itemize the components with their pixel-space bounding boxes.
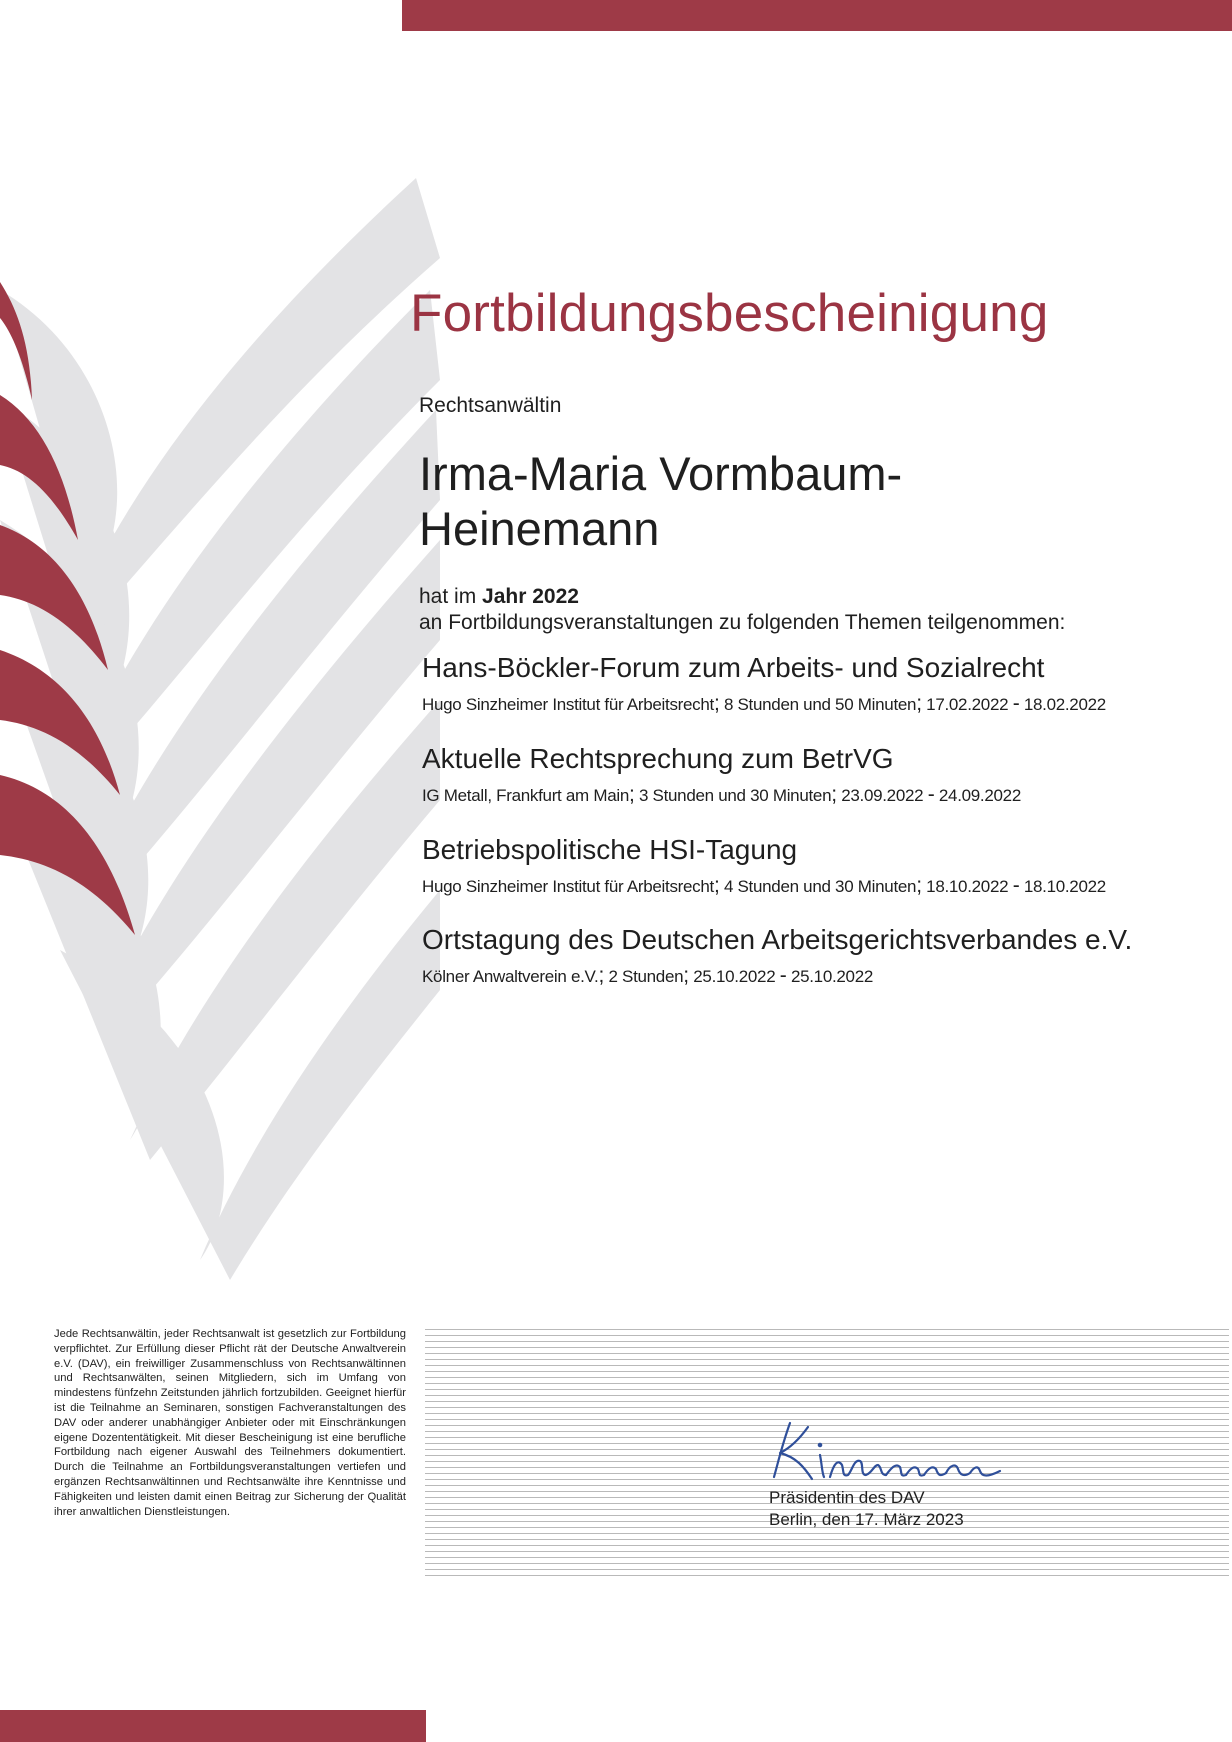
ruled-line: [425, 1533, 1229, 1534]
legal-notice: Jede Rechtsanwältin, jeder Rechtsanwalt ist gesetzlich zur Fortbildung verpflichtet. Zur Erfüllung dieser Pflicht rät der Deutsche Anwaltverein e.V. (DAV), ein freiwilliger Zusammenschluss von Rechtsanwältinnen und Rechtsanwälten, seinen Mitgliedern, sich im Umfang von mindestens fünfzehn Zeitstunden jährlich fortzubilden. Geeignet hierfür ist die Teilnahme an Seminaren, sonstigen Fachveranstaltungen des DAV oder anderer unabhängiger Anbieter oder mit Einschränkungen eigene Dozententätigkeit. Mit dieser Bescheinigung ist eine berufliche Fortbildung nach eigener Auswahl des Teilnehmers dokumentiert. Durch die Teilnahme an Fortbildungsveranstaltungen vertiefen und ergänzen Rechtsanwältinnen und Rechtsanwälte ihre Kenntnisse und Fähigkeiten und leisten damit einen Beitrag zur Sicherung der Qualität ihrer anwaltlichen Dienstleistungen.: [54, 1328, 406, 1518]
event-start-date: 25.10.2022: [693, 967, 776, 986]
ruled-line: [425, 1551, 1229, 1552]
signatory-role: Präsidentin des DAV: [769, 1488, 925, 1507]
range-separator: -: [927, 783, 935, 806]
field-separator: ;: [916, 692, 922, 715]
handwritten-signature: [768, 1415, 1028, 1487]
event-end-date: 25.10.2022: [790, 967, 874, 986]
ruled-line: [425, 1329, 1229, 1330]
ruled-line: [425, 1413, 1229, 1414]
event-organizer: Hugo Sinzheimer Institut für Arbeitsrecht: [422, 877, 714, 896]
field-separator: ;: [713, 874, 720, 897]
event-title: Ortstagung des Deutschen Arbeitsgerichtsverbandes e.V.: [422, 924, 1133, 955]
ruled-line: [425, 1401, 1229, 1402]
event-item: [422, 924, 1132, 988]
bottom-accent-bar: [0, 1710, 426, 1742]
range-separator: -: [779, 964, 787, 987]
place-and-date: Berlin, den 17. März 2023: [769, 1510, 964, 1529]
event-end-date: 24.09.2022: [938, 786, 1021, 805]
event-duration: 4 Stunden und 30 Minuten: [723, 877, 917, 896]
intro-text: an Fortbildungsveranstaltungen zu folgenden Themen teilgenommen:: [419, 611, 1066, 634]
ruled-line: [425, 1341, 1229, 1342]
event-item: [422, 652, 1106, 716]
ruled-line: [425, 1377, 1229, 1378]
event-end-date: 18.02.2022: [1023, 695, 1106, 714]
event-start-date: 17.02.2022: [926, 695, 1009, 714]
field-separator: ;: [713, 692, 720, 715]
event-title: Betriebspolitische HSI-Tagung: [422, 834, 798, 865]
ruled-line: [425, 1545, 1229, 1546]
year-prefix: hat im: [419, 585, 477, 608]
participant-name-line2: Heinemann: [419, 502, 660, 555]
ruled-line: [425, 1563, 1229, 1564]
event-title: Hans-Böckler-Forum zum Arbeits- und Sozialrecht: [422, 652, 1045, 683]
ruled-line: [425, 1371, 1229, 1372]
top-accent-bar: [402, 0, 1232, 31]
ruled-line: [425, 1575, 1229, 1576]
participant-name: [419, 446, 902, 556]
ruled-line: [425, 1395, 1229, 1396]
range-separator: -: [1012, 874, 1020, 897]
event-detail: [422, 874, 1106, 898]
event-item: [422, 743, 1021, 807]
certificate-title: Fortbildungsbescheinigung: [410, 284, 1049, 343]
field-separator: ;: [598, 964, 605, 987]
wave-ribbon-decoration-icon: [0, 0, 440, 1330]
field-separator: ;: [629, 783, 635, 806]
field-separator: ;: [831, 783, 837, 806]
event-detail: [422, 964, 1132, 988]
year-value: Jahr 2022: [482, 585, 579, 608]
event-item: [422, 834, 1106, 898]
event-start-date: 18.10.2022: [926, 877, 1009, 896]
field-separator: ;: [683, 964, 689, 987]
event-organizer: Hugo Sinzheimer Institut für Arbeitsrecht: [422, 695, 714, 714]
ruled-line: [425, 1407, 1229, 1408]
ruled-line: [425, 1539, 1229, 1540]
event-start-date: 23.09.2022: [841, 786, 924, 805]
ruled-line: [425, 1359, 1229, 1360]
event-duration: 3 Stunden und 30 Minuten: [638, 786, 832, 805]
ruled-line: [425, 1389, 1229, 1390]
ruled-line: [425, 1353, 1229, 1354]
year-line: [419, 585, 579, 609]
participant-name-line1: Irma-Maria Vormbaum-: [419, 447, 903, 500]
range-separator: -: [1012, 692, 1020, 715]
ruled-line: [425, 1347, 1229, 1348]
field-separator: ;: [916, 874, 922, 897]
ruled-line: [425, 1569, 1229, 1570]
ruled-line: [425, 1335, 1229, 1336]
ruled-line: [425, 1557, 1229, 1558]
event-detail: [422, 783, 1021, 807]
event-organizer: Kölner Anwaltverein e.V.: [422, 967, 599, 986]
event-end-date: 18.10.2022: [1023, 877, 1106, 896]
event-organizer: IG Metall, Frankfurt am Main: [422, 786, 629, 805]
ruled-line: [425, 1383, 1229, 1384]
event-duration: 2 Stunden: [608, 967, 684, 986]
event-detail: [422, 692, 1106, 716]
event-title: Aktuelle Rechtsprechung zum BetrVG: [422, 743, 894, 774]
salutation: Rechtsanwältin: [419, 394, 562, 417]
event-duration: 8 Stunden und 50 Minuten: [723, 695, 917, 714]
ruled-line: [425, 1365, 1229, 1366]
